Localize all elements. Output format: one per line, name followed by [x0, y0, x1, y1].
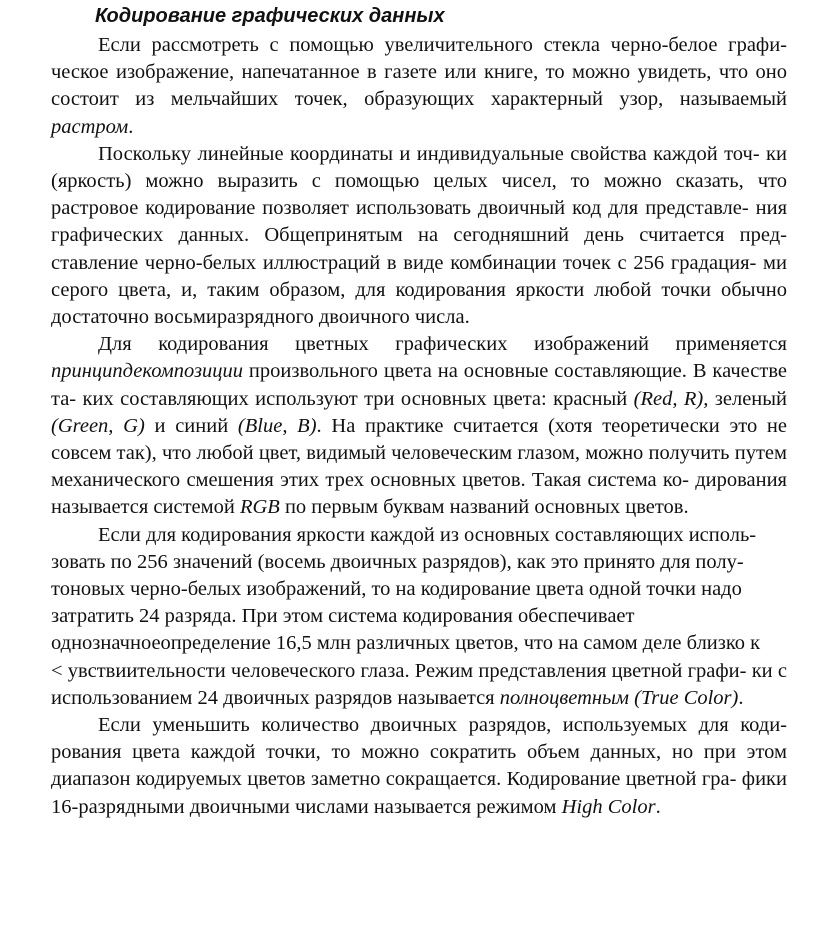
term-high-color: High Color [561, 795, 656, 818]
paragraph-text: зеленый [708, 387, 788, 410]
term-raster: растром [51, 115, 129, 138]
paragraph-text: . [655, 795, 661, 818]
paragraph-text: . [738, 686, 744, 709]
term-decomposition: принципдекомпозиции [51, 360, 243, 383]
section-heading: Кодирование графических данных [95, 5, 445, 27]
paragraph-color-decomposition [51, 331, 787, 521]
paragraph-raster-coding: Поскольку линейные координаты и индивидуальные свойства каждой точ- ки (яркость) можно выразить с помощью целых чисел, то можно сказать, что растровое кодирование позволяет использовать двоичный код для представле- ния графических данных. Общепринятым на сегодняшний день считается пред- ставление черно-белых иллюстраций в виде комбинации точек с 256 градация- ми серого цвета, и, таким образом, для кодирования яркости любой точки обычно достаточно восьмиразрядного двоичного числа. [51, 142, 787, 329]
term-red: (Red, R), [633, 387, 709, 410]
term-true-color: полноцветным (True Color) [499, 686, 739, 709]
paragraph-raster [51, 32, 787, 141]
paragraph-true-color-b [51, 658, 787, 712]
paragraph-text: . [128, 115, 134, 138]
term-blue: (Blue, B) [237, 414, 317, 437]
paragraph-text: Если уменьшить количество двоичных разрядов, используемых для коди- рования цвета каждой точки, то можно сократить объем данных, но при этом диапазон кодируемых цветов заметно сокращается. Кодирование цветной гра- фики 16-разрядными двоичными числами называется режимом [51, 714, 787, 818]
term-green: (Green, G) [51, 414, 145, 437]
paragraph-text: . На практике считается (хотя теоретически это не совсем так), что любой цвет, видимый человеческим глазом, можно получить путем механического смешения этих трех основных цветов. Такая система ко- дирования называется системой [51, 414, 787, 519]
paragraph-text: по первым буквам названий основных цветов. [279, 496, 689, 519]
paragraph-text: и синий [144, 414, 238, 437]
paragraph-text: Для кодирования цветных графических изображений применяется [98, 333, 787, 356]
document-page [51, 4, 787, 821]
term-rgb: RGB [239, 496, 280, 519]
paragraph-text: Если рассмотреть с помощью увеличительного стекла черно-белое графи- ческое изображение, напечатанное в газете или книге, то можно увидеть, что оно состоит из мельчайших точек, образующих характерный узор, называемый [51, 34, 787, 111]
paragraph-true-color-a: Если для кодирования яркости каждой из основных составляющих исполь- зовать по 256 значений (восемь двоичных разрядов), как это принято для полу- тоновых черно-белых изображений, то на кодирование цвета одной точки надо затратить 24 разряда. При этом система кодирования обеспечивает однозначноеопределение 16,5 млн различных цветов, что на самом деле близко к [51, 523, 761, 655]
paragraph-text: < увствиительности человеческого глаза. Режим представления цветной графи- ки с использованием 24 двоичных разрядов называется [51, 659, 787, 709]
paragraph-high-color [51, 712, 787, 821]
paragraph-text: произвольного цвета на основные составляющие. В качестве та- ких составляющих используют три основных цвета: красный [51, 360, 787, 410]
